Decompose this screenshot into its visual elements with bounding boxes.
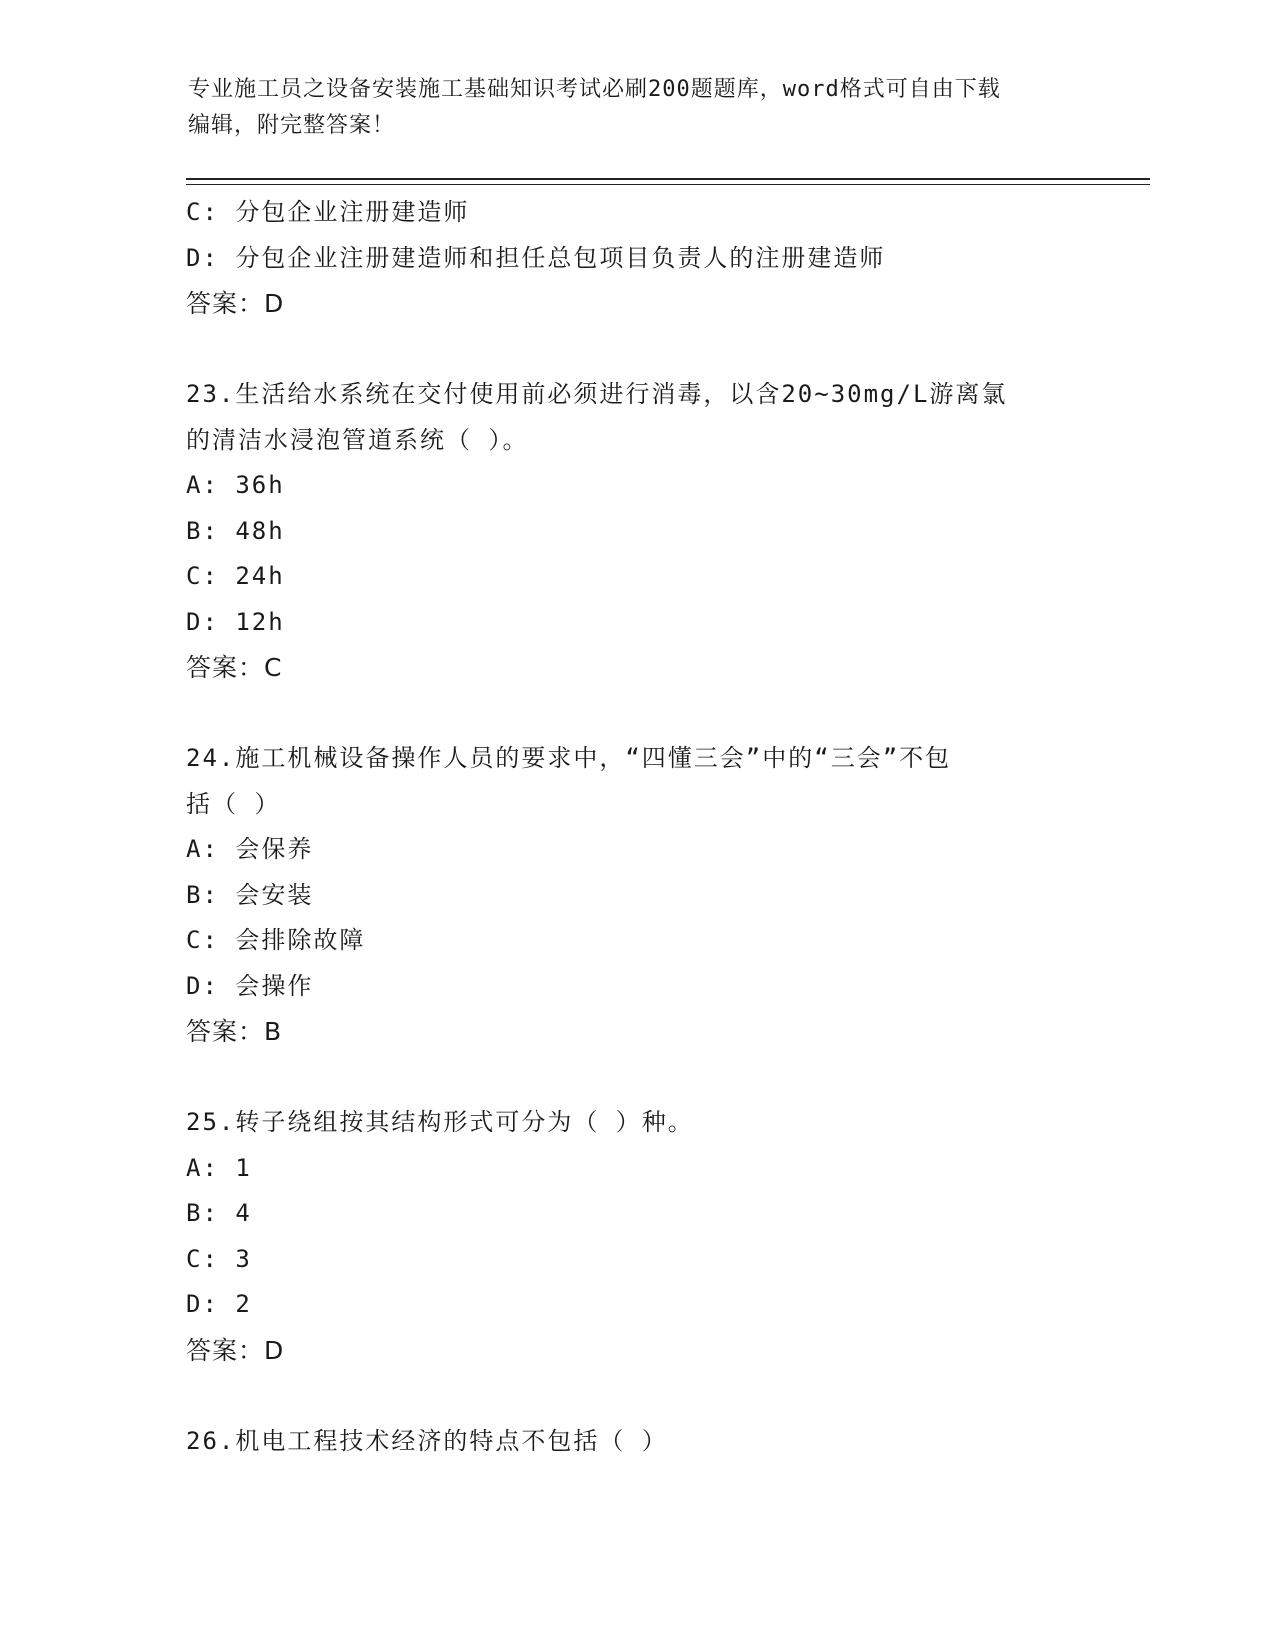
option-a: A: 会保养 <box>186 835 314 863</box>
option-c: C: 24h <box>186 562 285 590</box>
option-b: B: 4 <box>186 1199 252 1227</box>
question-block-23 <box>186 372 1086 691</box>
spacer <box>186 327 1086 373</box>
option-d: D: 12h <box>186 607 285 636</box>
question-stem: 25.转子绕组按其结构形式可分为（ ）种。 <box>186 1108 694 1136</box>
option-d: D: 分包企业注册建造师和担任总包项目负责人的注册建造师 <box>186 243 886 272</box>
header-title-line-1: 专业施工员之设备安装施工基础知识考试必刷200题题库，word格式可自由下载 <box>188 77 1001 102</box>
question-stem-line-2: 括（ ） <box>186 789 281 818</box>
spacer <box>186 691 1086 737</box>
answer-line: 答案：B <box>186 1017 283 1046</box>
option-c: C: 3 <box>186 1244 252 1273</box>
option-d: D: 2 <box>186 1290 252 1318</box>
spacer <box>186 1373 1086 1419</box>
spacer <box>186 1055 1086 1101</box>
question-list <box>186 190 1086 1464</box>
question-stem-line-2: 的清洁水浸泡管道系统（ ）。 <box>186 425 529 454</box>
option-c: C: 分包企业注册建造师 <box>186 198 470 226</box>
question-block-24 <box>186 736 1086 1055</box>
header-title-line-2: 编辑，附完整答案！ <box>188 113 396 138</box>
question-stem: 26.机电工程技术经济的特点不包括（ ） <box>186 1426 668 1455</box>
option-d: D: 会操作 <box>186 971 314 1000</box>
option-b: B: 48h <box>186 516 285 545</box>
answer-line: 答案：D <box>186 1335 285 1365</box>
question-block-26 <box>186 1419 1086 1465</box>
question-stem-line-1: 24.施工机械设备操作人员的要求中，“四懂三会”中的“三会”不包 <box>186 744 952 772</box>
question-block-25 <box>186 1100 1086 1373</box>
answer-line: 答案：C <box>186 653 283 682</box>
option-b: B: 会安装 <box>186 880 314 909</box>
option-a: A: 1 <box>186 1153 252 1182</box>
answer-line: 答案：D <box>186 289 285 318</box>
option-c: C: 会排除故障 <box>186 926 366 954</box>
option-a: A: 36h <box>186 471 285 499</box>
question-block-prev <box>186 190 1086 327</box>
header-rule-thin <box>186 184 1150 185</box>
document-header <box>188 72 1068 144</box>
header-rule-thick <box>186 178 1150 180</box>
question-stem-line-1: 23.生活给水系统在交付使用前必须进行消毒，以含20~30mg/L游离氯 <box>186 380 1008 408</box>
